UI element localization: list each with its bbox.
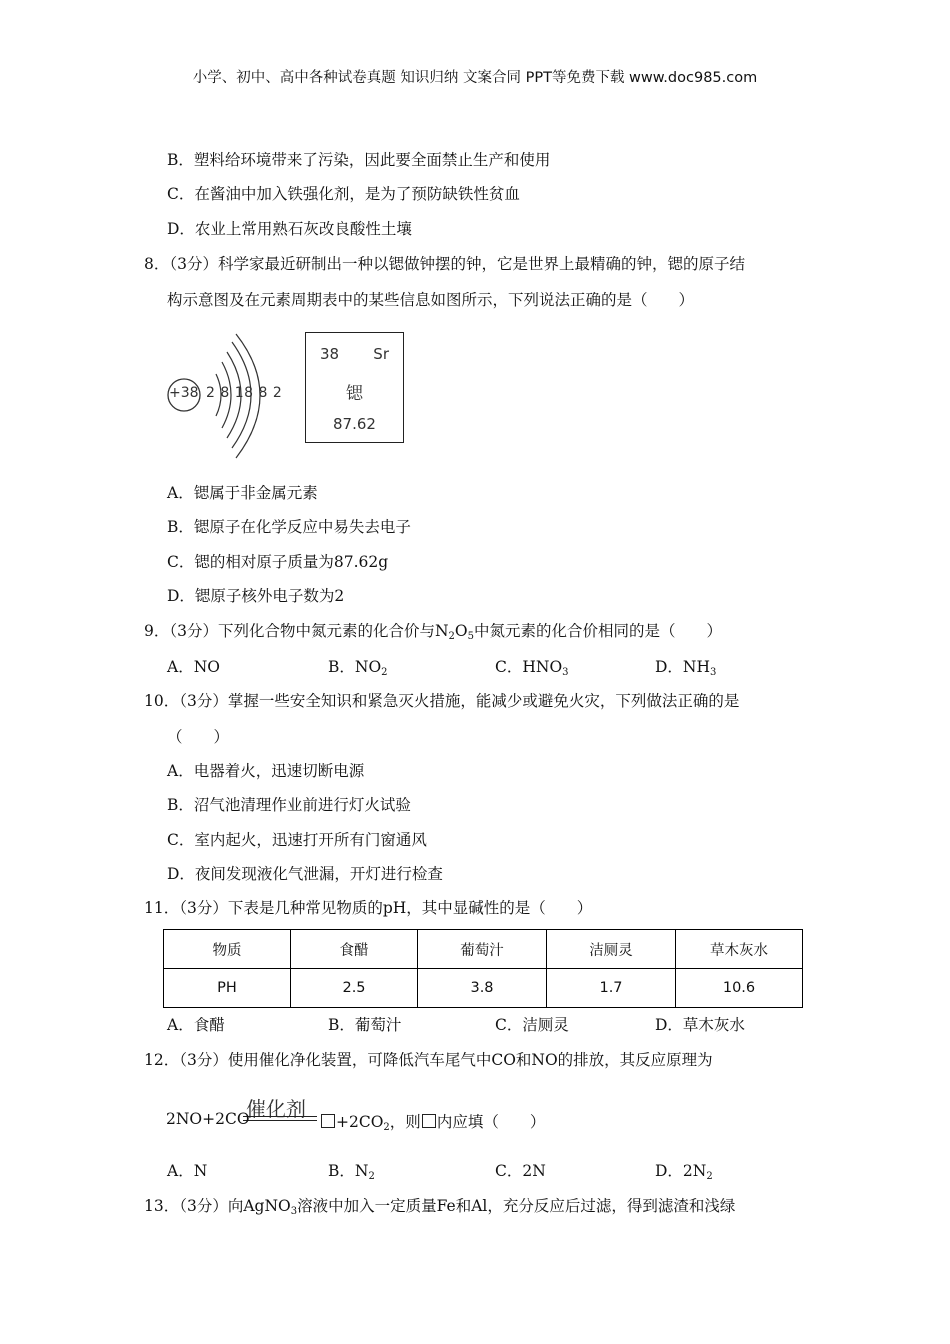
- table-cell: 草木灰水: [676, 930, 803, 969]
- q10-stem-line1: 10．（3分）掌握一些安全知识和紧急灭火措施，能减少或避免火灾，下列做法正确的是: [144, 692, 740, 710]
- q10-option-d: D．夜间发现液化气泄漏，开灯进行检查: [167, 865, 443, 883]
- blank-box: [422, 1114, 436, 1128]
- table-cell: 3.8: [418, 969, 547, 1008]
- q9-option-a: A．NO: [167, 658, 220, 676]
- element-symbol: Sr: [373, 345, 389, 363]
- equation-bar-top: [243, 1116, 317, 1117]
- q11-option-b: B．葡萄汁: [328, 1016, 402, 1034]
- q8-stem-line2: 构示意图及在元素周期表中的某些信息如图所示，下列说法正确的是（ ）: [167, 291, 695, 309]
- q11-option-c: C．洁厕灵: [495, 1016, 569, 1034]
- table-header-row: [164, 930, 803, 969]
- q13-stem: 13．（3分）向AgNO$_3$溶液中加入一定质量Fe和Al，充分反应后过滤，得到滤渣和浅绿: [144, 1197, 736, 1217]
- q10-option-b: B．沼气池清理作业前进行灯火试验: [167, 796, 411, 814]
- q12-option-b: B．$N_2$: [328, 1162, 375, 1182]
- q8-option-a: A．锶属于非金属元素: [167, 484, 318, 502]
- table-cell: PH: [164, 969, 291, 1008]
- blank-box: [321, 1114, 335, 1128]
- q7-option-b: B．塑料给环境带来了污染，因此要全面禁止生产和使用: [167, 151, 551, 169]
- table-cell: 葡萄汁: [418, 930, 547, 969]
- q9-option-d: D．$NH_3$: [655, 658, 717, 678]
- q8-option-b: B．锶原子在化学反应中易失去电子: [167, 518, 411, 536]
- q11-stem: 11．（3分）下表是几种常见物质的pH，其中显碱性的是（ ）: [144, 899, 593, 917]
- q7-option-c: C．在酱油中加入铁强化剂，是为了预防缺铁性贫血: [167, 185, 520, 203]
- atom-structure-diagram: [160, 332, 290, 462]
- table-cell: 物质: [164, 930, 291, 969]
- periodic-element-card: [305, 332, 404, 443]
- shell-electrons: 2 8 18 8 2: [206, 385, 283, 401]
- q8-option-c: C．锶的相对原子质量为87.62g: [167, 553, 389, 571]
- q9-stem: 9．（3分）下列化合物中氮元素的化合价与$N_2O_5$中氮元素的化合价相同的是（ ）: [144, 622, 723, 642]
- table-cell: 食醋: [291, 930, 418, 969]
- table-cell: 洁厕灵: [547, 930, 676, 969]
- element-name: 锶: [346, 384, 363, 404]
- q9-option-c: C．$HNO_3$: [495, 658, 569, 678]
- q10-stem-line2: （ ）: [167, 728, 230, 746]
- q12-option-a: A．N: [167, 1162, 208, 1180]
- atomic-mass: 87.62: [333, 415, 376, 433]
- q12-option-c: C．2N: [495, 1162, 546, 1180]
- table-cell: 10.6: [676, 969, 803, 1008]
- page-header: 小学、初中、高中各种试卷真题 知识归纳 文案合同 PPT等免费下载 www.doc985.com: [192, 70, 758, 86]
- nucleus-charge: +38: [169, 385, 199, 401]
- q8-option-d: D．锶原子核外电子数为2: [167, 587, 345, 605]
- atomic-number: 38: [320, 345, 340, 363]
- table-row: [164, 969, 803, 1008]
- table-cell: 2.5: [291, 969, 418, 1008]
- q10-option-c: C．室内起火，迅速打开所有门窗通风: [167, 831, 427, 849]
- q10-option-a: A．电器着火，迅速切断电源: [167, 762, 365, 780]
- table-cell: 1.7: [547, 969, 676, 1008]
- q12-option-d: D．$2N_2$: [655, 1162, 713, 1182]
- catalyst-label: 催化剂: [246, 1097, 306, 1121]
- equation-left: 2NO+2CO: [166, 1110, 250, 1128]
- equation-bar-bottom: [243, 1120, 317, 1121]
- q7-option-d: D．农业上常用熟石灰改良酸性土壤: [167, 220, 412, 238]
- ph-table: [163, 929, 803, 1008]
- q11-option-d: D．草木灰水: [655, 1016, 745, 1034]
- equation-right: $+2CO_2$，则 内应填（ ）: [320, 1110, 545, 1132]
- q8-stem-line1: 8．（3分）科学家最近研制出一种以锶做钟摆的钟，它是世界上最精确的钟，锶的原子结: [144, 255, 745, 273]
- q9-option-b: B．$NO_2$: [328, 658, 388, 678]
- q12-stem: 12．（3分）使用催化净化装置，可降低汽车尾气中CO和NO的排放，其反应原理为: [144, 1051, 713, 1069]
- q11-option-a: A．食醋: [167, 1016, 225, 1034]
